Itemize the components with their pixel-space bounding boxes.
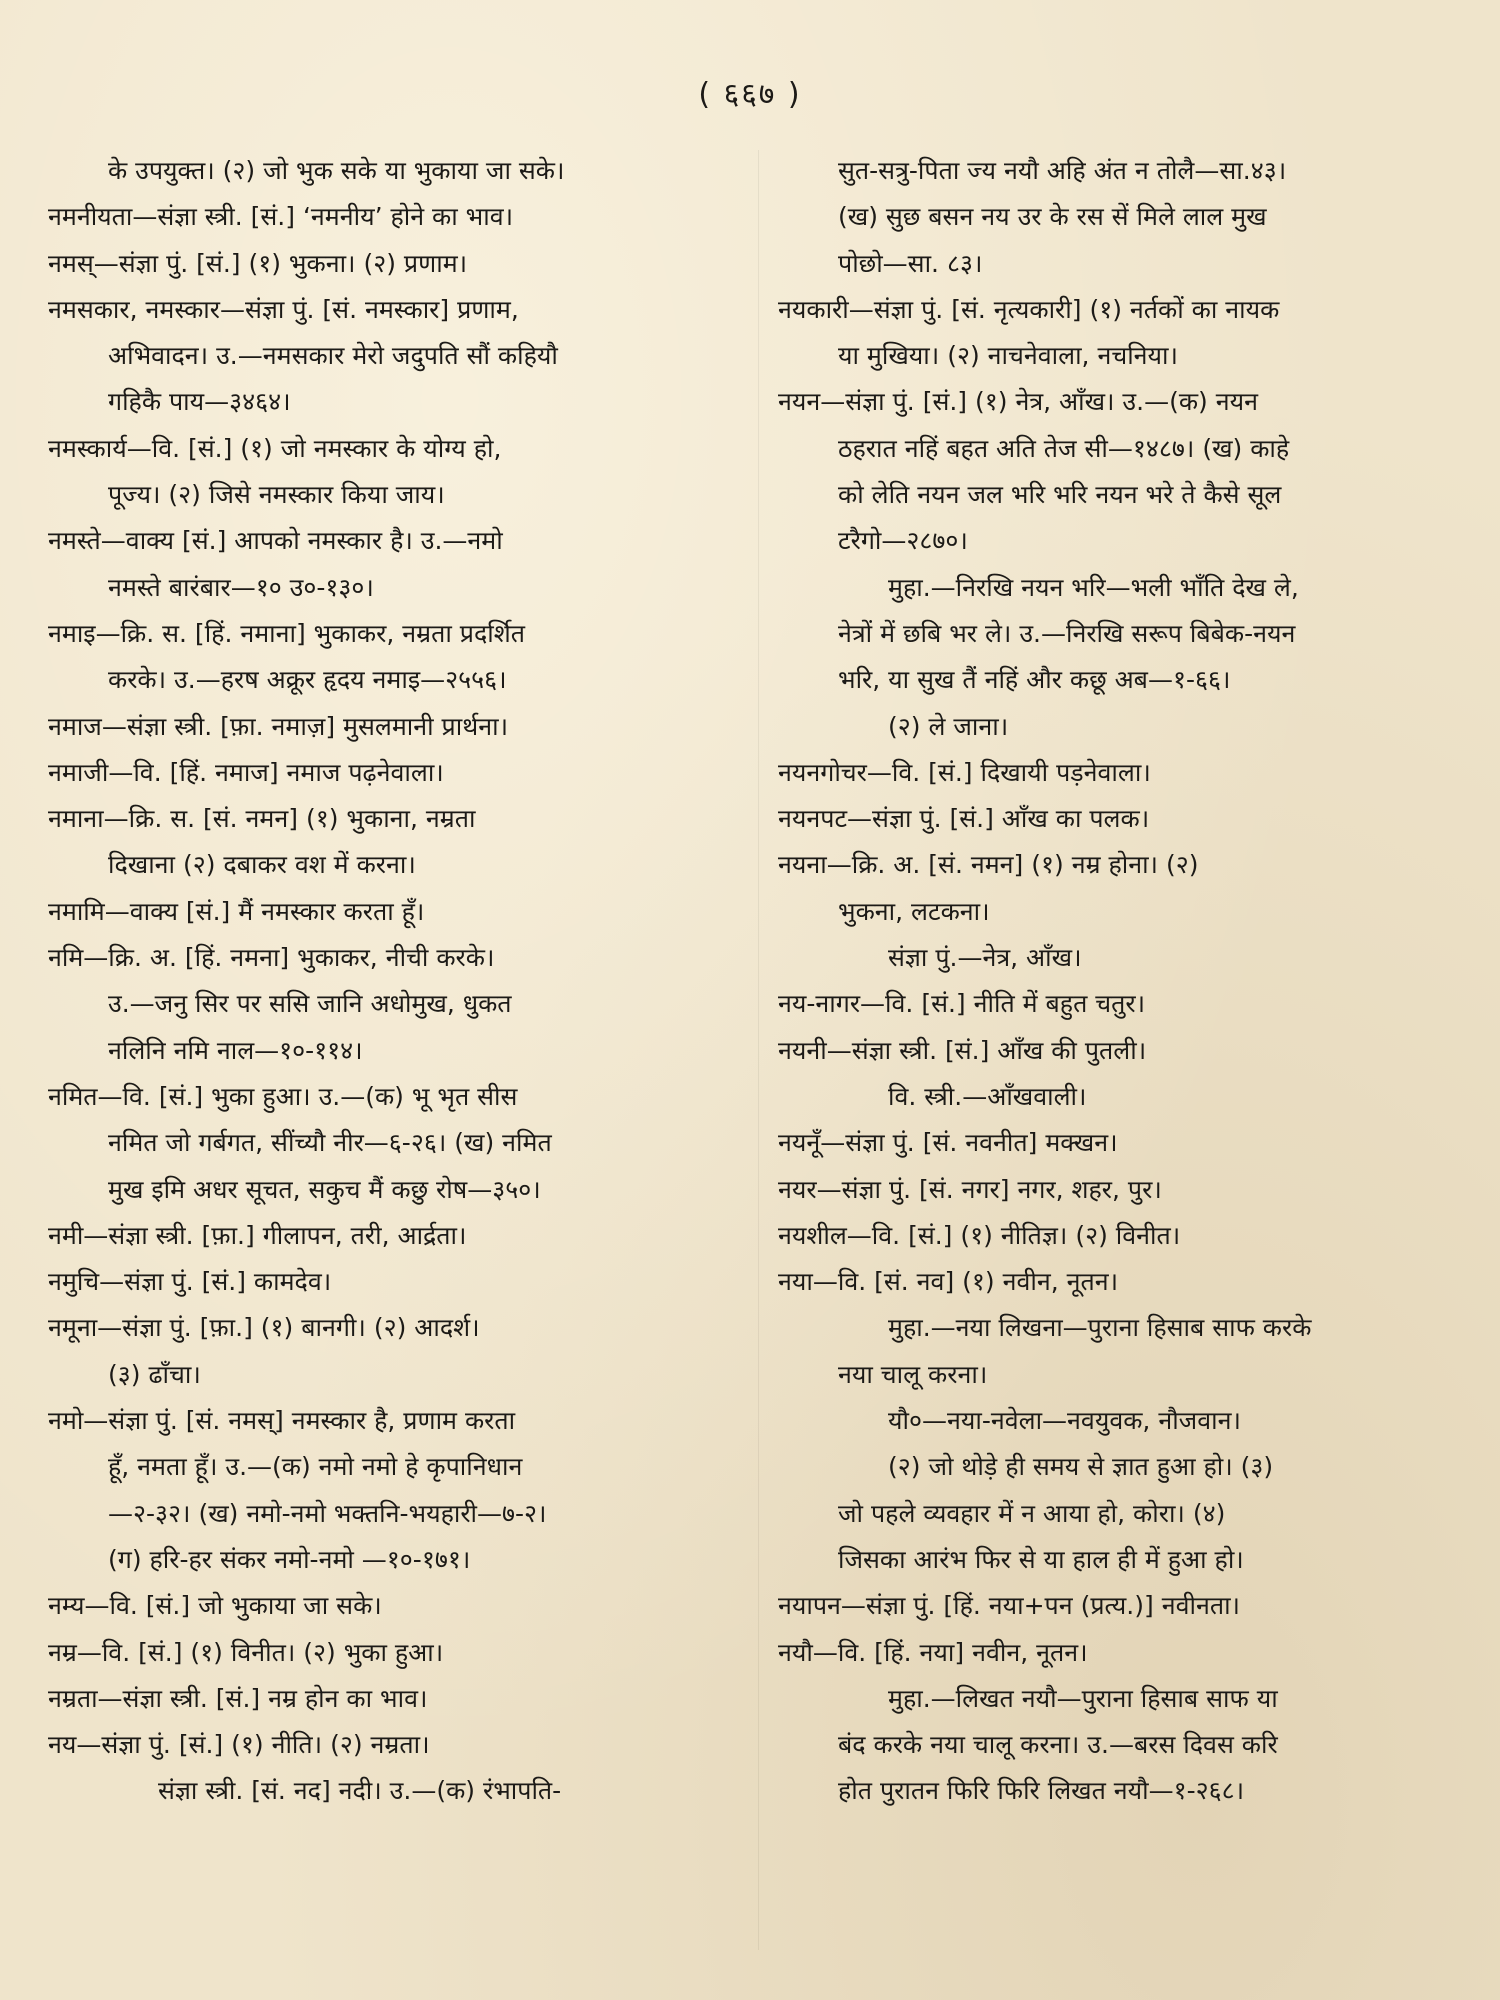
dictionary-line: नयकारी—संज्ञा पुं. [सं. नृत्यकारी] (१) नर्तकों का नायक (778, 294, 1280, 324)
dictionary-line: भरि, या सुख तैं नहिं और कछू अब—१-६६। (838, 665, 1231, 695)
dictionary-line: नय-नागर—वि. [सं.] नीति में बहुत चतुर। (778, 989, 1146, 1019)
dictionary-line: मुख इमि अधर सूचत, सकुच मैं कछु रोष—३५०। (108, 1174, 541, 1204)
dictionary-line: मुहा.—निरखि नयन भरि—भली भाँति देख ले, (888, 572, 1299, 602)
right-column (778, 148, 1468, 1815)
dictionary-line: पोछो—सा. ८३। (838, 248, 983, 278)
dictionary-line: मुहा.—नया लिखना—पुराना हिसाब साफ करके (888, 1313, 1312, 1343)
dictionary-line: के उपयुक्त। (२) जो भुक सके या भुकाया जा सके। (108, 156, 565, 185)
dictionary-line: या मुखिया। (२) नाचनेवाला, नचनिया। (838, 341, 1178, 371)
dictionary-line: —२-३२। (ख) नमो-नमो भक्तनि-भयहारी—७-२। (108, 1498, 547, 1528)
dictionary-line: संज्ञा स्त्री. [सं. नद] नदी। उ.—(क) रंभापति- (158, 1776, 562, 1806)
dictionary-line: उ.—जनु सिर पर ससि जानि अधोमुख, धुकत (108, 989, 512, 1019)
dictionary-line: नेत्रों में छबि भर ले। उ.—निरखि सरूप बिबेक-नयन (838, 618, 1296, 648)
dictionary-line: दिखाना (२) दबाकर वश में करना। (108, 850, 416, 880)
dictionary-line: नमुचि—संज्ञा पुं. [सं.] कामदेव। (48, 1267, 332, 1297)
dictionary-line: वि. स्त्री.—आँखवाली। (888, 1081, 1087, 1111)
dictionary-line: नमामि—वाक्य [सं.] मैं नमस्कार करता हूँ। (48, 896, 425, 926)
dictionary-line: अभिवादन। उ.—नमसकार मेरो जदुपति सौं कहियौ (108, 341, 558, 371)
dictionary-line: नमसकार, नमस्कार—संज्ञा पुं. [सं. नमस्कार] प्रणाम, (48, 294, 519, 324)
dictionary-line: नयनगोचर—वि. [सं.] दिखायी पड़नेवाला। (778, 757, 1151, 787)
dictionary-line: नयर—संज्ञा पुं. [सं. नगर] नगर, शहर, पुर। (778, 1174, 1162, 1204)
dictionary-line: नमूना—संज्ञा पुं. [फ़ा.] (१) बानगी। (२) आदर्श। (48, 1313, 480, 1343)
dictionary-line: (ख) सुछ बसन नय उर के रस सें मिले लाल मुख (838, 202, 1267, 232)
dictionary-line: नमाजी—वि. [हिं. नमाज] नमाज पढ़नेवाला। (48, 757, 444, 787)
dictionary-line: नम्र—वि. [सं.] (१) विनीत। (२) भुका हुआ। (48, 1637, 444, 1667)
dictionary-line: नमस्कार्य—वि. [सं.] (१) जो नमस्कार के योग्य हो, (48, 433, 502, 463)
dictionary-line: नम्य—वि. [सं.] जो भुकाया जा सके। (48, 1591, 382, 1621)
dictionary-line: जिसका आरंभ फिर से या हाल ही में हुआ हो। (838, 1544, 1244, 1574)
dictionary-line: पूज्य। (२) जिसे नमस्कार किया जाय। (108, 480, 445, 510)
dictionary-line: नमो—संज्ञा पुं. [सं. नमस्] नमस्कार है, प्रणाम करता (48, 1406, 516, 1436)
dictionary-line: नमस्ते—वाक्य [सं.] आपको नमस्कार है। उ.—नमो (48, 526, 503, 556)
dictionary-line: नमित—वि. [सं.] भुका हुआ। उ.—(क) भू भृत सीस (48, 1081, 518, 1111)
dictionary-line: नमाना—क्रि. स. [सं. नमन] (१) भुकाना, नम्रता (48, 804, 476, 834)
column-divider (758, 150, 759, 1950)
dictionary-line: नमस्—संज्ञा पुं. [सं.] (१) भुकना। (२) प्रणाम। (48, 248, 468, 278)
dictionary-line: नया चालू करना। (838, 1359, 988, 1389)
dictionary-line: नयना—क्रि. अ. [सं. नमन] (१) नम्र होना। (२) (778, 850, 1199, 880)
dictionary-line: नयनूँ—संज्ञा पुं. [सं. नवनीत] मक्खन। (778, 1128, 1118, 1158)
dictionary-line: नयन—संज्ञा पुं. [सं.] (१) नेत्र, आँख। उ.—(क) नयन (778, 387, 1258, 417)
dictionary-line: नया—वि. [सं. नव] (१) नवीन, नूतन। (778, 1267, 1119, 1297)
left-column (48, 148, 738, 1815)
dictionary-line: गहिकै पाय—३४६४। (108, 387, 291, 417)
dictionary-line: नमी—संज्ञा स्त्री. [फ़ा.] गीलापन, तरी, आर्द्रता। (48, 1220, 467, 1250)
dictionary-line: होत पुरातन फिरि फिरि लिखत नयौ—१-२६८। (838, 1776, 1245, 1806)
dictionary-line: को लेति नयन जल भरि भरि नयन भरे ते कैसे सूल (838, 480, 1282, 510)
dictionary-line: मुहा.—लिखत नयौ—पुराना हिसाब साफ या (888, 1683, 1278, 1713)
dictionary-line: करके। उ.—हरष अक्रूर हृदय नमाइ—२५५६। (108, 665, 507, 695)
dictionary-line: सुत-सत्रु-पिता ज्य नयौ अहि अंत न तोलै—सा.४३। (838, 156, 1287, 185)
dictionary-line: बंद करके नया चालू करना। उ.—बरस दिवस करि (838, 1730, 1278, 1760)
dictionary-line: (२) जो थोड़े ही समय से ज्ञात हुआ हो। (३) (888, 1452, 1274, 1482)
dictionary-line: ठहरात नहिं बहत अति तेज सी—१४८७। (ख) काहे (838, 433, 1290, 463)
dictionary-line: नयापन—संज्ञा पुं. [हिं. नया+पन (प्रत्य.)] नवीनता। (778, 1591, 1241, 1621)
dictionary-line: हूँ, नमता हूँ। उ.—(क) नमो नमो हे कृपानिधान (108, 1452, 523, 1482)
dictionary-line: टरैगो—२८७०। (838, 526, 968, 556)
dictionary-line: नलिनि नमि नाल—१०-११४। (108, 1035, 363, 1065)
dictionary-line: नयौ—वि. [हिं. नया] नवीन, नूतन। (778, 1637, 1088, 1667)
dictionary-line: नयनपट—संज्ञा पुं. [सं.] आँख का पलक। (778, 804, 1150, 834)
dictionary-line: नयशील—वि. [सं.] (१) नीतिज्ञ। (२) विनीत। (778, 1220, 1181, 1250)
dictionary-line: नमस्ते बारंबार—१० उ०-१३०। (108, 572, 374, 602)
dictionary-line: नमाइ—क्रि. स. [हिं. नमाना] भुकाकर, नम्रता प्रदर्शित (48, 618, 525, 648)
dictionary-line: जो पहले व्यवहार में न आया हो, कोरा। (४) (838, 1498, 1226, 1528)
dictionary-line: नमित जो गर्बगत, सींच्यौ नीर—६-२६। (ख) नमित (108, 1128, 552, 1158)
dictionary-line: भुकना, लटकना। (838, 896, 990, 926)
dictionary-line: संज्ञा पुं.—नेत्र, आँख। (888, 943, 1082, 973)
dictionary-line: नमि—क्रि. अ. [हिं. नमना] भुकाकर, नीची करके। (48, 943, 495, 973)
dictionary-line: (२) ले जाना। (888, 711, 1009, 741)
dictionary-line: नमनीयता—संज्ञा स्त्री. [सं.] ‘नमनीय’ होने का भाव। (48, 202, 514, 232)
page-number: ( ६६७ ) (698, 77, 802, 112)
dictionary-line: यौ०—नया-नवेला—नवयुवक, नौजवान। (888, 1406, 1241, 1436)
dictionary-line: नयनी—संज्ञा स्त्री. [सं.] आँख की पुतली। (778, 1035, 1147, 1065)
dictionary-line: नम्रता—संज्ञा स्त्री. [सं.] नम्र होन का भाव। (48, 1683, 428, 1713)
dictionary-line: (३) ढाँचा। (108, 1359, 201, 1389)
dictionary-line: नमाज—संज्ञा स्त्री. [फ़ा. नमाज़] मुसलमानी प्रार्थना। (48, 711, 509, 741)
dictionary-line: (ग) हरि-हर संकर नमो-नमो —१०-१७१। (108, 1544, 471, 1574)
dictionary-line: नय—संज्ञा पुं. [सं.] (१) नीति। (२) नम्रता। (48, 1730, 430, 1760)
